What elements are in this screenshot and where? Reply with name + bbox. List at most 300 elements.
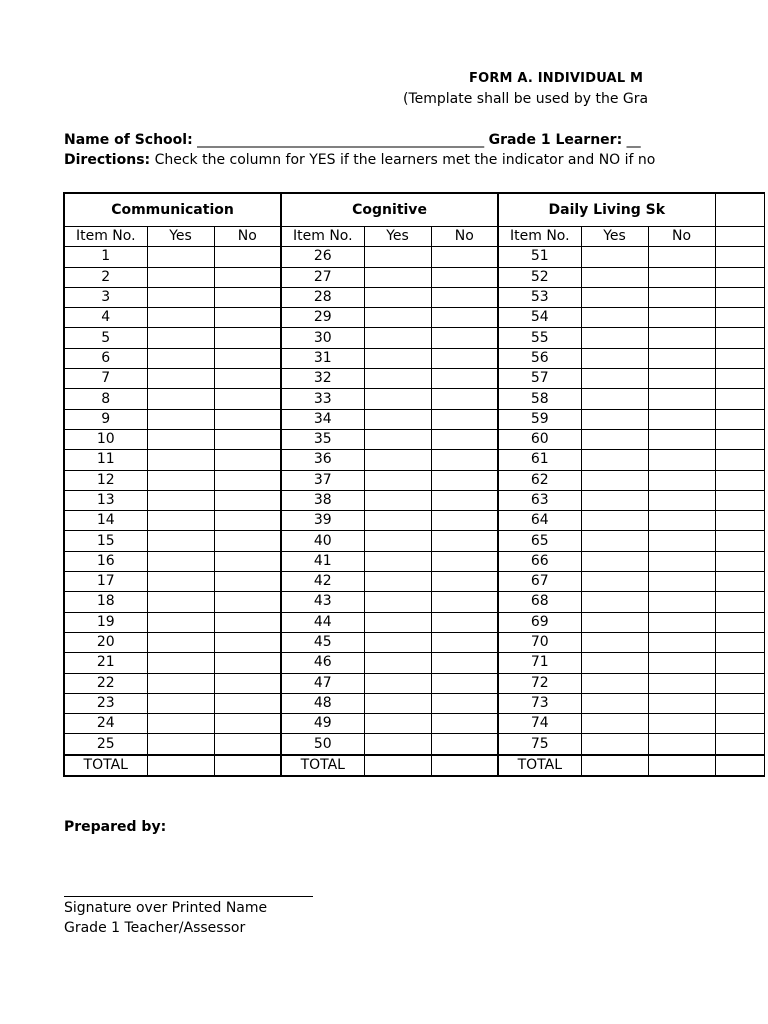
no-cell[interactable] <box>431 551 498 571</box>
no-cell[interactable] <box>214 531 281 551</box>
directions-line <box>64 152 655 168</box>
item-number: 15 <box>64 531 147 551</box>
col-yes: Yes <box>364 227 431 247</box>
item-number: 1 <box>64 247 147 267</box>
item-number: 75 <box>498 734 581 755</box>
row-cell <box>715 693 764 713</box>
no-cell[interactable] <box>648 612 715 632</box>
no-cell[interactable] <box>214 267 281 287</box>
item-number: 17 <box>64 572 147 592</box>
col-no: No <box>214 227 281 247</box>
assessment-table <box>63 192 765 777</box>
item-number: 33 <box>281 389 364 409</box>
col-yes: Yes <box>147 227 214 247</box>
no-cell[interactable] <box>648 632 715 652</box>
item-number: 14 <box>64 511 147 531</box>
no-cell[interactable] <box>214 592 281 612</box>
row-cell <box>715 369 764 389</box>
table-row <box>64 287 764 307</box>
yes-cell[interactable] <box>364 328 431 348</box>
item-number: 46 <box>281 653 364 673</box>
yes-cell[interactable] <box>147 612 214 632</box>
no-cell[interactable] <box>214 693 281 713</box>
row-cell <box>715 450 764 470</box>
yes-cell[interactable] <box>364 429 431 449</box>
no-cell[interactable] <box>648 429 715 449</box>
yes-cell[interactable] <box>364 450 431 470</box>
yes-cell[interactable] <box>364 308 431 328</box>
no-cell[interactable] <box>431 369 498 389</box>
yes-cell[interactable] <box>364 592 431 612</box>
no-cell[interactable] <box>648 572 715 592</box>
item-number: 59 <box>498 409 581 429</box>
no-cell[interactable] <box>648 693 715 713</box>
table-row <box>64 734 764 755</box>
total-no-cell[interactable] <box>648 755 715 776</box>
item-number: 60 <box>498 429 581 449</box>
row-cell <box>715 490 764 510</box>
no-cell[interactable] <box>648 348 715 368</box>
yes-cell[interactable] <box>364 572 431 592</box>
item-number: 66 <box>498 551 581 571</box>
no-cell[interactable] <box>648 247 715 267</box>
item-number: 72 <box>498 673 581 693</box>
yes-cell[interactable] <box>364 612 431 632</box>
no-cell[interactable] <box>431 450 498 470</box>
yes-cell[interactable] <box>581 693 648 713</box>
total-no-cell[interactable] <box>431 755 498 776</box>
item-number: 5 <box>64 328 147 348</box>
no-cell[interactable] <box>214 429 281 449</box>
column-header-row <box>64 227 764 247</box>
col-no: No <box>431 227 498 247</box>
no-cell[interactable] <box>648 511 715 531</box>
school-label: Name of School: <box>64 132 193 148</box>
yes-cell[interactable] <box>364 247 431 267</box>
item-number: 2 <box>64 267 147 287</box>
yes-cell[interactable] <box>147 490 214 510</box>
yes-cell[interactable] <box>147 572 214 592</box>
row-cell <box>715 632 764 652</box>
yes-cell[interactable] <box>581 612 648 632</box>
yes-cell[interactable] <box>364 348 431 368</box>
col-item-no: Item No. <box>281 227 364 247</box>
table-row <box>64 632 764 652</box>
yes-cell[interactable] <box>581 653 648 673</box>
no-cell[interactable] <box>214 287 281 307</box>
yes-cell[interactable] <box>147 308 214 328</box>
no-cell[interactable] <box>214 409 281 429</box>
row-cell <box>715 592 764 612</box>
row-cell <box>715 653 764 673</box>
item-number: 56 <box>498 348 581 368</box>
table-row <box>64 490 764 510</box>
yes-cell[interactable] <box>581 267 648 287</box>
yes-cell[interactable] <box>147 592 214 612</box>
yes-cell[interactable] <box>581 348 648 368</box>
row-cell <box>715 572 764 592</box>
yes-cell[interactable] <box>364 511 431 531</box>
col-item-no: Item No. <box>64 227 147 247</box>
row-cell <box>715 409 764 429</box>
item-number: 37 <box>281 470 364 490</box>
yes-cell[interactable] <box>147 369 214 389</box>
item-number: 42 <box>281 572 364 592</box>
row-cell <box>715 389 764 409</box>
yes-cell[interactable] <box>364 287 431 307</box>
yes-cell[interactable] <box>581 450 648 470</box>
yes-cell[interactable] <box>581 592 648 612</box>
total-yes-cell[interactable] <box>147 755 214 776</box>
no-cell[interactable] <box>431 267 498 287</box>
item-number: 68 <box>498 592 581 612</box>
item-number: 41 <box>281 551 364 571</box>
no-cell[interactable] <box>431 308 498 328</box>
item-number: 21 <box>64 653 147 673</box>
row-cell <box>715 348 764 368</box>
no-cell[interactable] <box>214 673 281 693</box>
row-cell <box>715 511 764 531</box>
item-number: 10 <box>64 429 147 449</box>
item-number: 34 <box>281 409 364 429</box>
form-subtitle: (Template shall be used by the Gra <box>403 91 649 107</box>
no-cell[interactable] <box>431 389 498 409</box>
no-cell[interactable] <box>214 308 281 328</box>
item-number: 36 <box>281 450 364 470</box>
yes-cell[interactable] <box>364 551 431 571</box>
no-cell[interactable] <box>214 714 281 734</box>
no-cell[interactable] <box>431 572 498 592</box>
item-number: 9 <box>64 409 147 429</box>
yes-cell[interactable] <box>581 409 648 429</box>
col-item-no: Item No. <box>498 227 581 247</box>
no-cell[interactable] <box>431 632 498 652</box>
yes-cell[interactable] <box>581 429 648 449</box>
table-row <box>64 409 764 429</box>
yes-cell[interactable] <box>364 714 431 734</box>
item-number: 22 <box>64 673 147 693</box>
yes-cell[interactable] <box>147 734 214 755</box>
form-title: FORM A. INDIVIDUAL M <box>469 71 644 86</box>
no-cell[interactable] <box>431 612 498 632</box>
row-cell <box>715 308 764 328</box>
item-number: 30 <box>281 328 364 348</box>
item-number: 69 <box>498 612 581 632</box>
no-cell[interactable] <box>214 348 281 368</box>
no-cell[interactable] <box>431 409 498 429</box>
assessor-role: Grade 1 Teacher/Assessor <box>64 920 246 936</box>
table-row <box>64 653 764 673</box>
item-number: 12 <box>64 470 147 490</box>
table-row <box>64 612 764 632</box>
section-header-row <box>64 193 764 227</box>
item-number: 45 <box>281 632 364 652</box>
no-cell[interactable] <box>648 328 715 348</box>
item-number: 54 <box>498 308 581 328</box>
item-number: 38 <box>281 490 364 510</box>
item-number: 55 <box>498 328 581 348</box>
total-label: TOTAL <box>64 755 147 776</box>
no-cell[interactable] <box>214 389 281 409</box>
row-cell <box>715 673 764 693</box>
yes-cell[interactable] <box>147 348 214 368</box>
item-number: 43 <box>281 592 364 612</box>
row-cell <box>715 328 764 348</box>
row-cell <box>715 287 764 307</box>
no-cell[interactable] <box>214 551 281 571</box>
item-number: 73 <box>498 693 581 713</box>
table-row <box>64 572 764 592</box>
no-cell[interactable] <box>431 348 498 368</box>
school-learner-line <box>64 132 641 148</box>
no-cell[interactable] <box>648 369 715 389</box>
item-number: 16 <box>64 551 147 571</box>
total-cell <box>715 755 764 776</box>
table-row <box>64 673 764 693</box>
no-cell[interactable] <box>648 470 715 490</box>
table-row <box>64 389 764 409</box>
no-cell[interactable] <box>214 470 281 490</box>
yes-cell[interactable] <box>581 490 648 510</box>
no-cell[interactable] <box>648 287 715 307</box>
no-cell[interactable] <box>214 734 281 755</box>
section-communication: Communication <box>64 193 281 227</box>
no-cell[interactable] <box>431 653 498 673</box>
yes-cell[interactable] <box>147 693 214 713</box>
no-cell[interactable] <box>214 490 281 510</box>
item-number: 24 <box>64 714 147 734</box>
col-yes: Yes <box>581 227 648 247</box>
table-row <box>64 267 764 287</box>
item-number: 40 <box>281 531 364 551</box>
yes-cell[interactable] <box>147 673 214 693</box>
no-cell[interactable] <box>648 653 715 673</box>
item-number: 62 <box>498 470 581 490</box>
item-number: 67 <box>498 572 581 592</box>
yes-cell[interactable] <box>364 632 431 652</box>
yes-cell[interactable] <box>581 531 648 551</box>
item-number: 3 <box>64 287 147 307</box>
no-cell[interactable] <box>648 409 715 429</box>
yes-cell[interactable] <box>364 531 431 551</box>
row-cell <box>715 470 764 490</box>
yes-cell[interactable] <box>364 470 431 490</box>
item-number: 51 <box>498 247 581 267</box>
no-cell[interactable] <box>431 490 498 510</box>
table-row <box>64 328 764 348</box>
yes-cell[interactable] <box>147 328 214 348</box>
yes-cell[interactable] <box>364 693 431 713</box>
learner-blank: __ <box>622 132 641 148</box>
prepared-by-label: Prepared by: <box>64 819 167 835</box>
yes-cell[interactable] <box>147 470 214 490</box>
no-cell[interactable] <box>648 267 715 287</box>
item-number: 29 <box>281 308 364 328</box>
yes-cell[interactable] <box>147 551 214 571</box>
section-daily-living: Daily Living Sk <box>498 193 715 227</box>
col-no: No <box>648 227 715 247</box>
no-cell[interactable] <box>431 592 498 612</box>
yes-cell[interactable] <box>364 673 431 693</box>
total-label: TOTAL <box>498 755 581 776</box>
yes-cell[interactable] <box>581 369 648 389</box>
row-cell <box>715 734 764 755</box>
no-cell[interactable] <box>214 572 281 592</box>
no-cell[interactable] <box>431 531 498 551</box>
yes-cell[interactable] <box>581 673 648 693</box>
no-cell[interactable] <box>214 511 281 531</box>
no-cell[interactable] <box>648 490 715 510</box>
yes-cell[interactable] <box>147 287 214 307</box>
yes-cell[interactable] <box>364 369 431 389</box>
yes-cell[interactable] <box>147 409 214 429</box>
table-row <box>64 308 764 328</box>
yes-cell[interactable] <box>364 389 431 409</box>
learner-label: Grade 1 Learner: <box>488 132 623 148</box>
yes-cell[interactable] <box>364 409 431 429</box>
item-number: 53 <box>498 287 581 307</box>
no-cell[interactable] <box>648 673 715 693</box>
yes-cell[interactable] <box>147 267 214 287</box>
section-cell <box>715 193 764 227</box>
item-number: 25 <box>64 734 147 755</box>
item-number: 50 <box>281 734 364 755</box>
table-row <box>64 348 764 368</box>
no-cell[interactable] <box>648 592 715 612</box>
yes-cell[interactable] <box>581 551 648 571</box>
no-cell[interactable] <box>431 328 498 348</box>
total-yes-cell[interactable] <box>364 755 431 776</box>
school-blank: _________________________________________ <box>192 132 489 148</box>
no-cell[interactable] <box>431 673 498 693</box>
item-number: 19 <box>64 612 147 632</box>
table-row <box>64 531 764 551</box>
no-cell[interactable] <box>431 693 498 713</box>
yes-cell[interactable] <box>147 247 214 267</box>
no-cell[interactable] <box>214 612 281 632</box>
item-number: 7 <box>64 369 147 389</box>
item-number: 32 <box>281 369 364 389</box>
no-cell[interactable] <box>431 511 498 531</box>
item-number: 63 <box>498 490 581 510</box>
yes-cell[interactable] <box>147 389 214 409</box>
yes-cell[interactable] <box>581 247 648 267</box>
yes-cell[interactable] <box>147 511 214 531</box>
directions-text: Check the column for YES if the learners met the indicator and NO if no <box>150 152 656 168</box>
no-cell[interactable] <box>648 714 715 734</box>
item-number: 23 <box>64 693 147 713</box>
no-cell[interactable] <box>431 429 498 449</box>
no-cell[interactable] <box>431 714 498 734</box>
item-number: 11 <box>64 450 147 470</box>
no-cell[interactable] <box>214 632 281 652</box>
no-cell[interactable] <box>214 247 281 267</box>
yes-cell[interactable] <box>364 490 431 510</box>
no-cell[interactable] <box>648 734 715 755</box>
table-row <box>64 592 764 612</box>
item-number: 61 <box>498 450 581 470</box>
row-cell <box>715 612 764 632</box>
no-cell[interactable] <box>648 389 715 409</box>
signature-line <box>64 896 313 897</box>
item-number: 65 <box>498 531 581 551</box>
item-number: 4 <box>64 308 147 328</box>
total-row <box>64 755 764 776</box>
item-number: 64 <box>498 511 581 531</box>
yes-cell[interactable] <box>581 632 648 652</box>
yes-cell[interactable] <box>147 653 214 673</box>
table-row <box>64 450 764 470</box>
item-number: 31 <box>281 348 364 368</box>
item-number: 52 <box>498 267 581 287</box>
yes-cell[interactable] <box>364 734 431 755</box>
yes-cell[interactable] <box>581 734 648 755</box>
item-number: 70 <box>498 632 581 652</box>
item-number: 48 <box>281 693 364 713</box>
item-number: 39 <box>281 511 364 531</box>
table-row <box>64 551 764 571</box>
row-cell <box>715 267 764 287</box>
yes-cell[interactable] <box>147 632 214 652</box>
item-number: 35 <box>281 429 364 449</box>
table-row <box>64 470 764 490</box>
total-yes-cell[interactable] <box>581 755 648 776</box>
col-cell <box>715 227 764 247</box>
yes-cell[interactable] <box>147 531 214 551</box>
no-cell[interactable] <box>214 450 281 470</box>
yes-cell[interactable] <box>581 287 648 307</box>
row-cell <box>715 714 764 734</box>
item-number: 47 <box>281 673 364 693</box>
yes-cell[interactable] <box>581 389 648 409</box>
item-number: 8 <box>64 389 147 409</box>
total-no-cell[interactable] <box>214 755 281 776</box>
total-label: TOTAL <box>281 755 364 776</box>
yes-cell[interactable] <box>581 511 648 531</box>
yes-cell[interactable] <box>581 328 648 348</box>
item-number: 26 <box>281 247 364 267</box>
no-cell[interactable] <box>214 328 281 348</box>
no-cell[interactable] <box>214 653 281 673</box>
table-row <box>64 714 764 734</box>
yes-cell[interactable] <box>147 450 214 470</box>
no-cell[interactable] <box>214 369 281 389</box>
table-row <box>64 369 764 389</box>
no-cell[interactable] <box>648 551 715 571</box>
no-cell[interactable] <box>431 287 498 307</box>
yes-cell[interactable] <box>147 429 214 449</box>
yes-cell[interactable] <box>364 653 431 673</box>
yes-cell[interactable] <box>581 470 648 490</box>
yes-cell[interactable] <box>581 714 648 734</box>
item-number: 44 <box>281 612 364 632</box>
yes-cell[interactable] <box>364 267 431 287</box>
yes-cell[interactable] <box>581 572 648 592</box>
no-cell[interactable] <box>431 247 498 267</box>
table-row <box>64 247 764 267</box>
no-cell[interactable] <box>648 531 715 551</box>
row-cell <box>715 551 764 571</box>
signature-label: Signature over Printed Name <box>64 900 268 916</box>
no-cell[interactable] <box>431 734 498 755</box>
yes-cell[interactable] <box>581 308 648 328</box>
no-cell[interactable] <box>648 308 715 328</box>
section-cognitive: Cognitive <box>281 193 498 227</box>
item-number: 20 <box>64 632 147 652</box>
yes-cell[interactable] <box>147 714 214 734</box>
no-cell[interactable] <box>431 470 498 490</box>
no-cell[interactable] <box>648 450 715 470</box>
